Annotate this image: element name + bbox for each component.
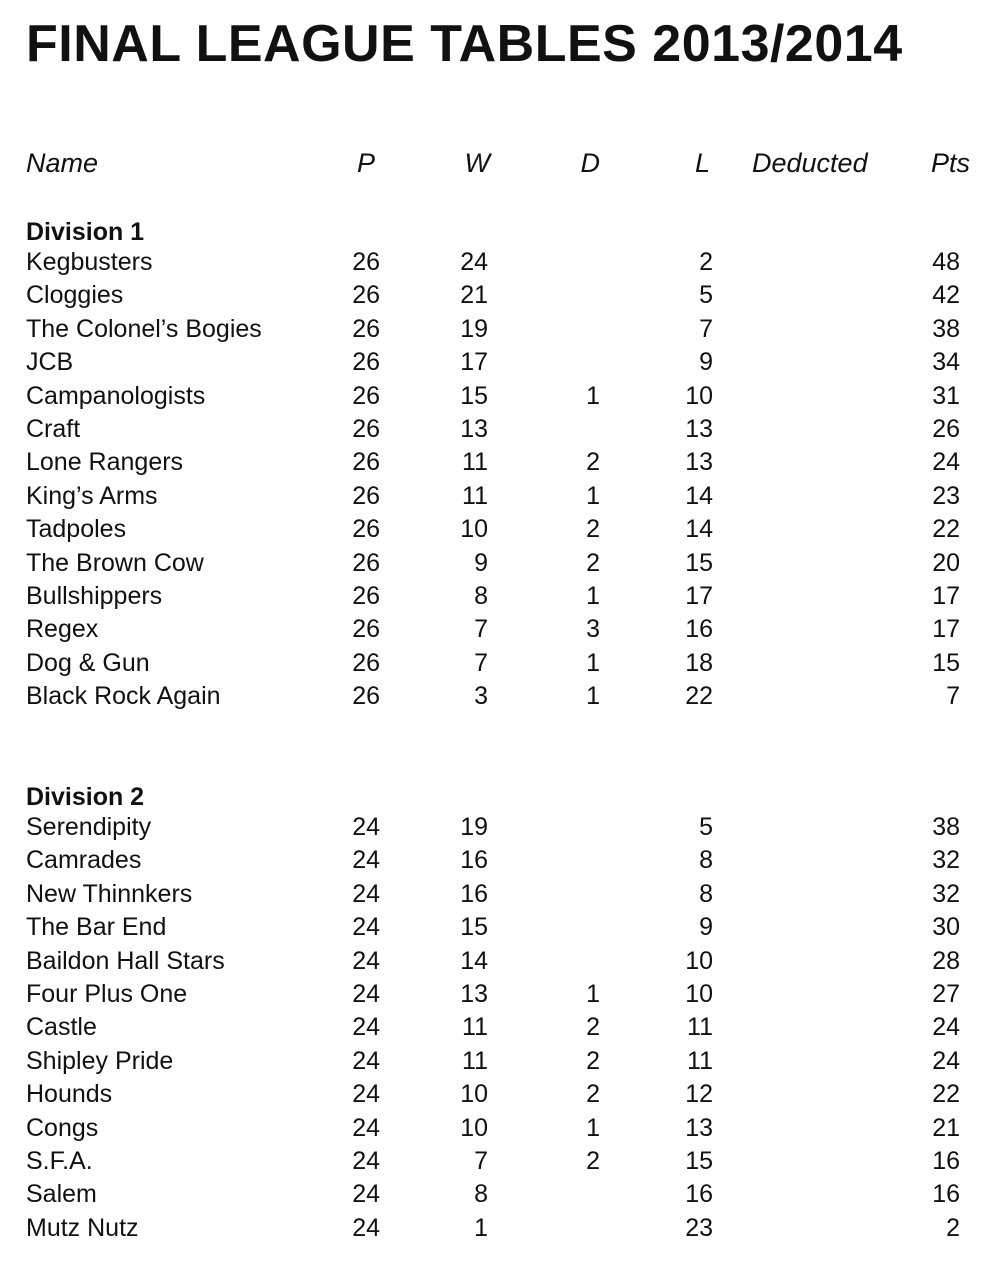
played-cell: 24 [352,1213,380,1242]
points-cell: 27 [932,979,960,1008]
points-cell: 31 [932,381,960,410]
played-cell: 24 [352,1113,380,1142]
table-row [0,448,1000,481]
lost-cell: 18 [685,648,713,677]
team-name-cell: Hounds [26,1080,113,1109]
drawn-cell: 1 [586,381,600,410]
drawn-cell: 2 [586,1013,600,1042]
lost-cell: 14 [685,515,713,544]
won-cell: 10 [460,1080,488,1109]
column-header-lost: L [694,148,710,178]
drawn-cell: 2 [586,515,600,544]
division-rows [0,248,1000,715]
team-name-cell: Mutz Nutz [26,1213,139,1242]
lost-cell: 15 [685,548,713,577]
lost-cell: 12 [685,1080,713,1109]
column-header-name: Name [26,148,99,178]
played-cell: 26 [352,682,380,711]
drawn-cell: 1 [586,581,600,610]
team-name-cell: Castle [26,1013,97,1042]
won-cell: 13 [460,414,488,443]
team-name-cell: Bullshippers [26,581,163,610]
lost-cell: 7 [699,314,713,343]
played-cell: 24 [352,946,380,975]
won-cell: 19 [460,314,488,343]
drawn-cell: 3 [586,615,600,644]
table-row [0,947,1000,980]
table-row [0,649,1000,682]
played-cell: 26 [352,314,380,343]
won-cell: 1 [474,1213,488,1242]
drawn-cell: 1 [586,979,600,1008]
played-cell: 24 [352,913,380,942]
played-cell: 24 [352,813,380,841]
table-row [0,615,1000,648]
table-row [0,1013,1000,1046]
team-name-cell: JCB [26,348,74,377]
team-name-cell: Serendipity [26,813,152,841]
played-cell: 26 [352,381,380,410]
won-cell: 7 [474,648,488,677]
points-cell: 26 [932,414,960,443]
points-cell: 2 [946,1213,960,1242]
won-cell: 21 [460,281,488,310]
drawn-cell: 1 [586,1113,600,1142]
drawn-cell: 2 [586,548,600,577]
lost-cell: 23 [685,1213,713,1242]
column-header-deducted: Deducted [752,148,868,178]
won-cell: 9 [474,548,488,577]
lost-cell: 13 [685,448,713,477]
played-cell: 26 [352,248,380,276]
team-name-cell: Black Rock Again [26,682,221,711]
table-row [0,1214,1000,1247]
played-cell: 26 [352,348,380,377]
won-cell: 7 [474,615,488,644]
table-row [0,1180,1000,1213]
lost-cell: 9 [699,913,713,942]
points-cell: 48 [932,248,960,276]
won-cell: 11 [462,481,488,510]
table-row [0,813,1000,846]
points-cell: 22 [932,515,960,544]
team-name-cell: Shipley Pride [26,1046,174,1075]
drawn-cell: 1 [586,682,600,711]
team-name-cell: Four Plus One [26,979,188,1008]
table-row [0,582,1000,615]
column-header-drawn: D [580,148,600,178]
table-row [0,1147,1000,1180]
team-name-cell: Cloggies [26,281,124,310]
played-cell: 24 [352,1013,380,1042]
team-name-cell: The Bar End [26,913,167,942]
lost-cell: 11 [687,1013,713,1042]
table-row [0,415,1000,448]
won-cell: 11 [462,1046,488,1075]
points-cell: 7 [946,682,960,711]
table-row [0,1047,1000,1080]
points-cell: 23 [932,481,960,510]
played-cell: 26 [352,548,380,577]
played-cell: 24 [352,1180,380,1209]
won-cell: 13 [460,979,488,1008]
points-cell: 38 [932,813,960,841]
table-row [0,880,1000,913]
drawn-cell: 2 [586,1046,600,1075]
lost-cell: 8 [699,879,713,908]
points-cell: 24 [932,1046,960,1075]
lost-cell: 11 [687,1046,713,1075]
points-cell: 34 [932,348,960,377]
team-name-cell: Congs [26,1113,99,1142]
division-heading: Division 2 [26,783,145,811]
table-row [0,515,1000,548]
lost-cell: 17 [685,581,713,610]
table-row [0,682,1000,715]
points-cell: 32 [932,846,960,875]
won-cell: 14 [460,946,488,975]
table-row [0,482,1000,515]
table-row [0,382,1000,415]
team-name-cell: S.F.A. [26,1146,93,1175]
drawn-cell: 1 [586,648,600,677]
team-name-cell: Baildon Hall Stars [26,946,225,975]
column-header-played: P [356,148,375,178]
points-cell: 17 [932,581,960,610]
table-row [0,980,1000,1013]
table-row [0,281,1000,314]
lost-cell: 9 [699,348,713,377]
won-cell: 11 [462,1013,488,1042]
table-row [0,549,1000,582]
points-cell: 32 [932,879,960,908]
column-header-points: Pts [930,148,970,178]
lost-cell: 10 [685,381,713,410]
column-header-row [0,148,1000,184]
lost-cell: 16 [685,615,713,644]
played-cell: 24 [352,846,380,875]
table-row [0,348,1000,381]
played-cell: 26 [352,448,380,477]
drawn-cell: 2 [586,1080,600,1109]
points-cell: 30 [932,913,960,942]
page-title: FINAL LEAGUE TABLES 2013/2014 [26,15,903,73]
lost-cell: 10 [685,946,713,975]
lost-cell: 16 [685,1180,713,1209]
drawn-cell: 1 [586,481,600,510]
lost-cell: 13 [685,414,713,443]
team-name-cell: Lone Rangers [26,448,184,477]
team-name-cell: Craft [26,414,81,443]
lost-cell: 14 [685,481,713,510]
played-cell: 26 [352,615,380,644]
points-cell: 15 [932,648,960,677]
points-cell: 42 [932,281,960,310]
lost-cell: 15 [685,1146,713,1175]
drawn-cell: 2 [586,1146,600,1175]
won-cell: 10 [460,515,488,544]
points-cell: 28 [932,946,960,975]
division-rows [0,813,1000,1247]
played-cell: 26 [352,414,380,443]
won-cell: 17 [460,348,488,377]
points-cell: 38 [932,314,960,343]
team-name-cell: New Thinnkers [26,879,193,908]
table-row [0,1114,1000,1147]
lost-cell: 5 [699,813,713,841]
points-cell: 24 [932,1013,960,1042]
team-name-cell: The Colonel’s Bogies [26,314,262,343]
won-cell: 15 [460,381,488,410]
team-name-cell: Salem [26,1180,97,1209]
team-name-cell: Tadpoles [26,515,127,544]
points-cell: 17 [932,615,960,644]
played-cell: 26 [352,581,380,610]
division-heading: Division 1 [26,218,145,246]
won-cell: 7 [474,1146,488,1175]
points-cell: 16 [932,1180,960,1209]
table-row [0,315,1000,348]
played-cell: 26 [352,515,380,544]
team-name-cell: Kegbusters [26,248,153,276]
table-row [0,1080,1000,1113]
team-name-cell: Campanologists [26,381,206,410]
table-row [0,846,1000,879]
points-cell: 21 [932,1113,960,1142]
won-cell: 8 [474,581,488,610]
played-cell: 26 [352,648,380,677]
played-cell: 24 [352,1080,380,1109]
won-cell: 19 [460,813,488,841]
lost-cell: 5 [699,281,713,310]
points-cell: 24 [932,448,960,477]
won-cell: 24 [460,248,488,276]
won-cell: 15 [460,913,488,942]
played-cell: 26 [352,481,380,510]
table-row [0,913,1000,946]
played-cell: 24 [352,1146,380,1175]
column-header-won: W [464,148,490,178]
team-name-cell: The Brown Cow [26,548,204,577]
team-name-cell: King’s Arms [26,481,158,510]
table-row [0,248,1000,281]
lost-cell: 13 [685,1113,713,1142]
won-cell: 3 [474,682,488,711]
won-cell: 16 [460,879,488,908]
played-cell: 24 [352,879,380,908]
played-cell: 26 [352,281,380,310]
team-name-cell: Regex [26,615,99,644]
won-cell: 10 [460,1113,488,1142]
won-cell: 11 [462,448,488,477]
team-name-cell: Dog & Gun [26,648,150,677]
points-cell: 22 [932,1080,960,1109]
played-cell: 24 [352,979,380,1008]
lost-cell: 10 [685,979,713,1008]
lost-cell: 22 [685,682,713,711]
lost-cell: 2 [699,248,713,276]
won-cell: 16 [460,846,488,875]
drawn-cell: 2 [586,448,600,477]
won-cell: 8 [474,1180,488,1209]
points-cell: 16 [932,1146,960,1175]
lost-cell: 8 [699,846,713,875]
played-cell: 24 [352,1046,380,1075]
team-name-cell: Camrades [26,846,142,875]
points-cell: 20 [932,548,960,577]
